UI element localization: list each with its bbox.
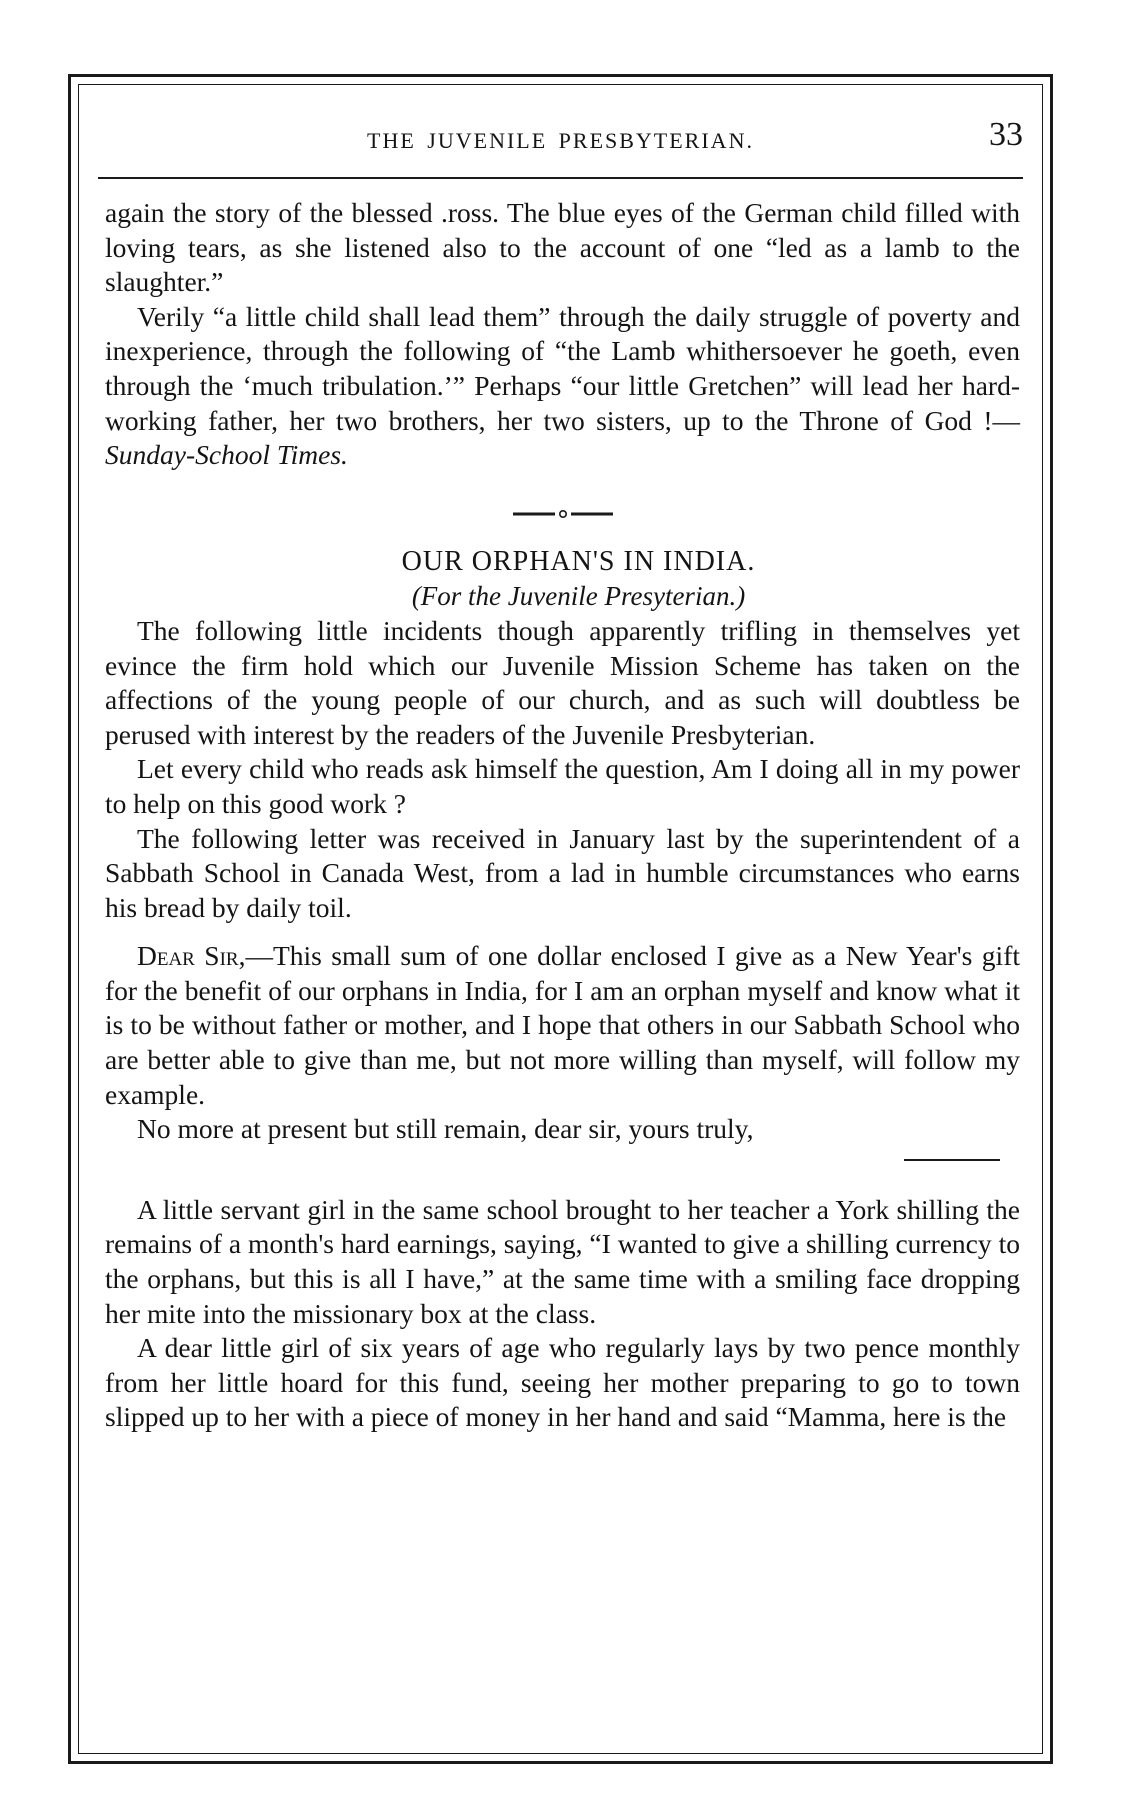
signature-rule	[904, 1159, 1000, 1161]
article1-paragraph-1: again the story of the blessed .ross. The blue eyes of the German child filled with loving tears, as she listened also to the account of one “led as a lamb to the slaughter.”	[105, 197, 1020, 298]
letter-closing: No more at present but still remain, dear sir, yours truly,	[137, 1113, 754, 1145]
article2-paragraph-4: A little servant girl in the same school brought to her teacher a York shilling the remains of a month's hard earnings, saying, “I wanted to give a shilling currency to the orphans, but this is all I have,” at the same time with a smiling face dropping her mite into the missionary box at the class.	[105, 1193, 1020, 1329]
letter-body-text: —This small sum of one dollar enclosed I give as a New Year's gift for the benefit of our orphans in India, for I am an orphan myself and know what it is to be without father or mother, and I hope that others in our Sabbath School who are better able to give than me, but not more willing than myself, will follow my example.	[105, 940, 1020, 1110]
article2-paragraph-2: Let every child who reads ask himself the question, Am I doing all in my power to help on this good work ?	[105, 753, 1020, 819]
article1-source: Sunday-School Times.	[105, 439, 348, 471]
spacer	[105, 925, 1020, 939]
section-divider-ornament	[513, 509, 613, 519]
header-rule	[98, 177, 1023, 179]
page-header	[98, 110, 1023, 160]
spacer	[105, 1179, 1020, 1193]
article2-subtitle: (For the Juvenile Presyterian.)	[411, 581, 746, 612]
article1-paragraph-2	[105, 300, 1020, 473]
page-number: 33	[989, 116, 1023, 153]
article2-paragraph-1: The following little incidents though apparently trifling in themselves yet evince the firm hold which our Juvenile Mission Scheme has taken on the affections of the young people of our church, and as such will doubtless be perused with interest by the readers of the Juvenile Presbyterian.	[105, 614, 1020, 750]
page-body	[105, 196, 1020, 1435]
article2-paragraph-5: A dear little girl of six years of age who regularly lays by two pence monthly from her little hoard for this fund, seeing her mother preparing to go to town slipped up to her with a piece of money in her hand and said “Mamma, here is the	[105, 1332, 1020, 1433]
article1-paragraph-2-text: Verily “a little child shall lead them” through the daily struggle of poverty and inexperience, through the following of “the Lamb whithersoever he goeth, even through the ‘much tribulation.’” Perhaps “our little Gretchen” will lead her hard-working father, her two brothers, her two sisters, up to the Throne of God !—	[105, 300, 1020, 436]
article2-title: OUR ORPHAN'S IN INDIA.	[401, 545, 756, 577]
article2-paragraph-3: The following letter was received in January last by the superintendent of a Sabbath School in Canada West, from a lad in humble circumstances who earns his bread by daily toil.	[105, 822, 1020, 923]
signature-line	[105, 1147, 1020, 1179]
running-head: THE JUVENILE PRESBYTERIAN.	[367, 128, 754, 153]
letter-body	[105, 939, 1020, 1112]
letter-salutation: Dear Sir,	[137, 940, 246, 972]
